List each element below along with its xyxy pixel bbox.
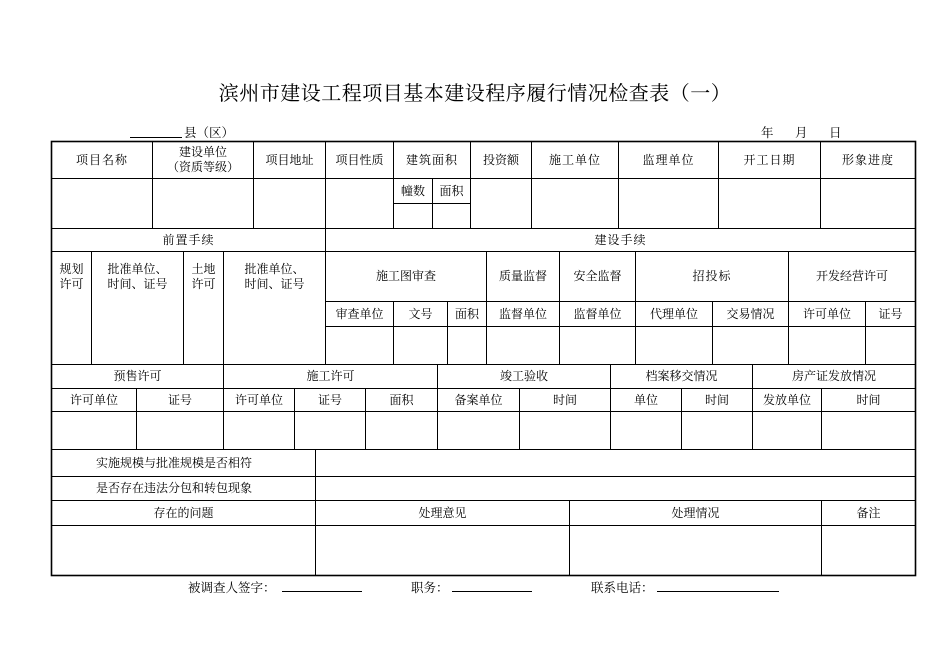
label-scale-match: 实施规模与批准规模是否相符 [96,455,253,470]
header-quality-unit: 监督单位 [498,306,547,321]
header-building-count: 幢数 [400,183,425,198]
month-label: 月 [795,125,808,140]
header-agent-unit: 代理单位 [649,306,698,321]
footer-position-label: 职务： [411,580,449,595]
footer-phone-label: 联系电话： [591,580,654,595]
footer-phone-line[interactable] [657,591,779,592]
header-archive: 档案移交情况 [645,369,718,383]
header-opinion: 处理意见 [418,505,467,520]
header-remarks: 备注 [856,505,881,520]
header-cp-permit-unit: 许可单位 [234,392,283,407]
header-construction-permit: 施工许可 [306,369,355,383]
footer-position-line[interactable] [452,591,532,592]
header-filing-unit: 备案单位 [454,392,503,407]
header-contractor: 施工单位 [548,152,601,167]
approval2-info-line1: 批准单位、 [244,261,305,276]
label-illegal-subcontract: 是否存在违法分包和转包现象 [96,481,253,495]
header-project-name: 项目名称 [75,152,128,167]
header-start-date: 开工日期 [743,152,796,167]
header-archive-unit: 单位 [633,392,658,407]
approval-info-line2: 时间、证号 [107,276,168,291]
header-presale: 预售许可 [113,369,162,383]
planning-permit-line1: 规划 [59,261,84,276]
footer-signature-label: 被调查人签字： [188,580,276,595]
page-title: 滨州市建设工程项目基本建设程序履行情况检查表（一） [218,81,732,105]
header-cp-cert-no: 证号 [317,392,342,407]
header-approval2-info [224,252,325,301]
header-supervisor: 监理单位 [642,152,695,167]
header-planning-permit [52,252,91,301]
header-issuing-unit: 发放单位 [762,392,811,407]
header-construction-procedures: 建设手续 [594,232,647,247]
header-quality-supervision: 质量监督 [498,269,547,283]
header-doc-no: 文号 [408,306,433,321]
header-land-permit [184,252,223,301]
header-review-unit: 审查单位 [335,306,384,321]
header-progress: 形象进度 [841,152,894,167]
header-permit-unit: 许可单位 [802,306,851,321]
header-developer [153,142,253,178]
header-presale-permit-unit: 许可单位 [69,392,118,407]
planning-permit-line2: 许可 [59,276,84,291]
approval-info-line1: 批准单位、 [107,261,168,276]
header-safety-supervision: 安全监督 [573,269,622,283]
header-problems: 存在的问题 [153,505,214,520]
header-transaction: 交易情况 [726,306,775,321]
header-developer-line1: 建设单位 [178,145,227,159]
header-area: 面积 [439,183,464,198]
header-investment: 投资额 [482,152,519,167]
header-safety-unit: 监督单位 [573,306,622,321]
header-nature: 项目性质 [335,152,384,167]
header-presale-cert-no: 证号 [167,392,192,407]
footer-signature-line[interactable] [282,591,362,592]
header-bidding: 招投标 [692,269,732,283]
header-cp-area: 面积 [389,392,414,407]
land-permit-line2: 许可 [191,276,216,291]
header-pre-procedures: 前置手续 [162,232,215,247]
land-permit-line1: 土地 [191,261,216,276]
header-address: 项目地址 [265,152,314,167]
header-archive-time: 时间 [704,392,729,407]
header-review-area: 面积 [454,306,479,321]
header-developer-line2: （资质等级） [166,160,239,174]
header-building-area: 建筑面积 [405,152,458,167]
day-label: 日 [829,125,842,140]
year-label: 年 [761,125,774,140]
header-handling: 处理情况 [671,505,720,520]
county-label: 县（区） [184,125,235,140]
header-completion-time: 时间 [552,392,577,407]
header-issuing-time: 时间 [856,392,881,407]
header-drawing-review: 施工图审查 [375,269,436,283]
header-approval-info [92,252,183,301]
header-completion: 竣工验收 [499,369,548,383]
header-property-cert: 房产证发放情况 [791,369,876,383]
approval2-info-line2: 时间、证号 [244,276,305,291]
header-dev-operation-permit: 开发经营许可 [815,269,888,283]
header-cert-no: 证号 [878,306,903,321]
